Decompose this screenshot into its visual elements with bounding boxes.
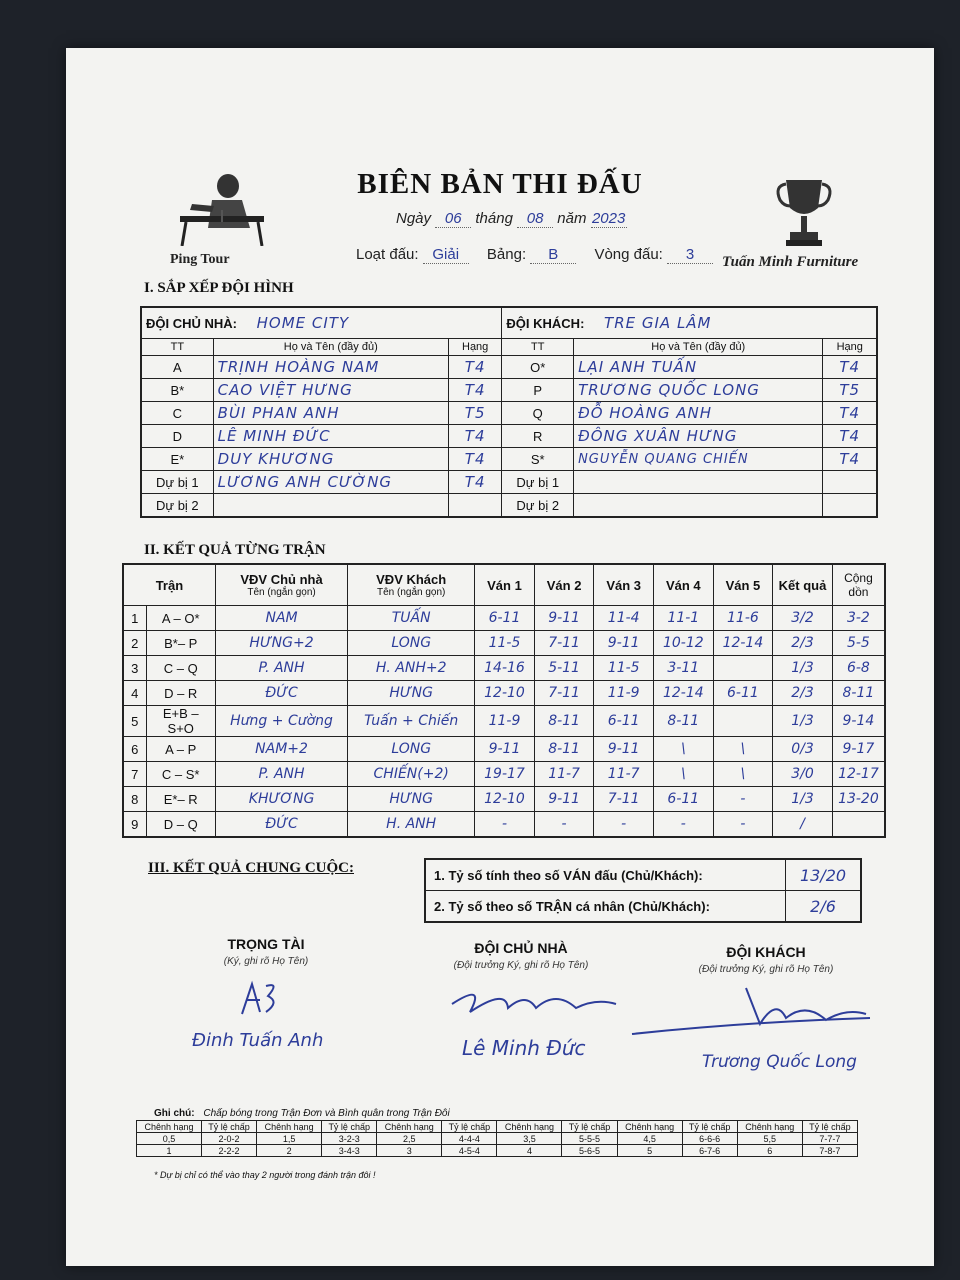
game-3-score: - <box>594 812 654 838</box>
lineup-row <box>141 356 877 379</box>
col-result: Kết quả <box>773 564 833 606</box>
handicap-diff-header: Chênh hạng <box>617 1121 682 1133</box>
score-sheet <box>66 48 934 1266</box>
day-value: 06 <box>435 210 471 228</box>
handicap-cell: 3 <box>377 1145 442 1157</box>
handicap-cell: 6 <box>737 1145 802 1157</box>
home-rank: T4 <box>448 379 502 402</box>
game-3-score: 9-11 <box>594 737 654 762</box>
game-1-score: 9-11 <box>475 737 535 762</box>
game-4-score: 8-11 <box>654 706 714 737</box>
handicap-ratio-header: Tỷ lệ chấp <box>442 1121 497 1133</box>
handicap-cell: 4-5-4 <box>442 1145 497 1157</box>
col-tt: TT <box>141 339 213 356</box>
away-signature <box>626 978 876 1038</box>
home-player: LƯƠNG ANH CƯỜNG <box>213 471 448 494</box>
home-player: KHƯƠNG <box>215 787 347 812</box>
match-result: / <box>773 812 833 838</box>
away-rank: T4 <box>823 356 877 379</box>
result-row <box>123 762 885 787</box>
away-sig-note: (Đội trưởng Ký, ghi rõ Họ Tên) <box>698 964 834 975</box>
match-pair: E*– R <box>146 787 215 812</box>
away-player: ĐÔNG XUÂN HƯNG <box>574 425 823 448</box>
away-player: HƯNG <box>348 787 475 812</box>
away-player: Tuấn + Chiến <box>348 706 475 737</box>
handicap-cell: 1 <box>137 1145 202 1157</box>
away-tt: Dự bị 2 <box>502 494 574 518</box>
game-2-score: 8-11 <box>534 706 594 737</box>
match-pair: A – P <box>146 737 215 762</box>
home-tt: A <box>141 356 213 379</box>
lineup-table <box>140 306 878 518</box>
handicap-ratio-header: Tỷ lệ chấp <box>682 1121 737 1133</box>
group-label: Bảng: <box>486 246 527 263</box>
game-1-score: 14-16 <box>475 656 535 681</box>
result-row <box>123 787 885 812</box>
handicap-cell: 2 <box>257 1145 322 1157</box>
home-tt: B* <box>141 379 213 402</box>
home-signature <box>446 978 626 1028</box>
match-number: 4 <box>123 681 146 706</box>
home-sig-title: ĐỘI CHỦ NHÀ <box>474 940 568 956</box>
away-tt: O* <box>502 356 574 379</box>
match-pair: D – Q <box>146 812 215 838</box>
month-value: 08 <box>517 210 553 228</box>
handicap-cell: 2-0-2 <box>201 1133 256 1145</box>
home-player: NAM+2 <box>215 737 347 762</box>
game-4-score: 12-14 <box>654 681 714 706</box>
away-player: NGUYỄN QUANG CHIẾN <box>574 448 823 471</box>
away-tt: Dự bị 1 <box>502 471 574 494</box>
handicap-ratio-header: Tỷ lệ chấp <box>322 1121 377 1133</box>
home-player: TRỊNH HOÀNG NAM <box>213 356 448 379</box>
game-1-score: 19-17 <box>475 762 535 787</box>
home-tt: Dự bị 2 <box>141 494 213 518</box>
match-result: 2/3 <box>773 681 833 706</box>
game-2-score: 5-11 <box>534 656 594 681</box>
game-4-score: 6-11 <box>654 787 714 812</box>
result-row <box>123 812 885 838</box>
home-player: LÊ MINH ĐỨC <box>213 425 448 448</box>
match-number: 6 <box>123 737 146 762</box>
cumulative-score: 8-11 <box>832 681 885 706</box>
away-team-label: ĐỘI KHÁCH: <box>506 316 585 331</box>
away-player: CHIẾN(+2) <box>348 762 475 787</box>
away-player: TUẤN <box>348 606 475 631</box>
home-player: DUY KHƯƠNG <box>213 448 448 471</box>
handicap-diff-header: Chênh hạng <box>377 1121 442 1133</box>
away-player <box>574 494 823 518</box>
handicap-cell: 1,5 <box>257 1133 322 1145</box>
match-number: 2 <box>123 631 146 656</box>
handicap-table <box>136 1120 858 1157</box>
game-3-score: 6-11 <box>594 706 654 737</box>
col-g1: Ván 1 <box>475 564 535 606</box>
away-player: LONG <box>348 737 475 762</box>
match-number: 5 <box>123 706 146 737</box>
round-value: 3 <box>667 246 713 264</box>
result-row <box>123 737 885 762</box>
col-rank: Hạng <box>448 339 502 356</box>
match-pair: D – R <box>146 681 215 706</box>
away-player: H. ANH <box>348 812 475 838</box>
game-4-score: \ <box>654 737 714 762</box>
lineup-row <box>141 448 877 471</box>
result-row <box>123 656 885 681</box>
handicap-cell: 4,5 <box>617 1133 682 1145</box>
home-tt: E* <box>141 448 213 471</box>
game-2-score: 11-7 <box>534 762 594 787</box>
game-4-score: 11-1 <box>654 606 714 631</box>
notes-label: Ghi chú: <box>154 1108 195 1119</box>
handicap-cell: 3-4-3 <box>322 1145 377 1157</box>
match-pair: B*– P <box>146 631 215 656</box>
result-row <box>123 706 885 737</box>
away-tt: S* <box>502 448 574 471</box>
game-3-score: 9-11 <box>594 631 654 656</box>
away-player: LONG <box>348 631 475 656</box>
cumulative-score: 3-2 <box>832 606 885 631</box>
referee-name: Đinh Tuấn Anh <box>192 1030 324 1051</box>
game-5-score: 12-14 <box>713 631 773 656</box>
page-title: BIÊN BẢN THI ĐẤU <box>357 168 643 200</box>
home-player: NAM <box>215 606 347 631</box>
col-name: Họ và Tên (đầy đủ) <box>574 339 823 356</box>
referee-signature-block <box>166 936 366 967</box>
round-type-label: Loạt đấu: <box>356 246 419 263</box>
away-rank: T4 <box>823 402 877 425</box>
home-tt: C <box>141 402 213 425</box>
home-signature-block <box>416 940 626 971</box>
game-4-score: 3-11 <box>654 656 714 681</box>
away-tt: R <box>502 425 574 448</box>
handicap-ratio-header: Tỷ lệ chấp <box>802 1121 857 1133</box>
col-g4: Ván 4 <box>654 564 714 606</box>
handicap-cell: 2,5 <box>377 1133 442 1145</box>
col-tt: TT <box>502 339 574 356</box>
game-5-score: \ <box>713 737 773 762</box>
handicap-diff-header: Chênh hạng <box>257 1121 322 1133</box>
game-5-score: - <box>713 787 773 812</box>
handicap-cell: 6-6-6 <box>682 1133 737 1145</box>
game-3-score: 11-5 <box>594 656 654 681</box>
handicap-cell: 4-4-4 <box>442 1133 497 1145</box>
home-sig-note: (Đội trưởng Ký, ghi rõ Họ Tên) <box>453 960 589 971</box>
away-team-name: TRE GIA LÂM <box>604 314 712 332</box>
handicap-cell: 5-5-5 <box>562 1133 617 1145</box>
away-player <box>574 471 823 494</box>
col-name: Họ và Tên (đầy đủ) <box>213 339 448 356</box>
cumulative-score: 9-14 <box>832 706 885 737</box>
col-away-sub: Tên (ngắn gọn) <box>376 587 446 598</box>
final-table <box>424 858 862 923</box>
game-5-score: 11-6 <box>713 606 773 631</box>
game-2-score: 8-11 <box>534 737 594 762</box>
home-player: P. ANH <box>215 762 347 787</box>
away-rank <box>823 471 877 494</box>
meta-line <box>356 246 727 264</box>
day-label: Ngày <box>396 210 432 227</box>
result-row <box>123 606 885 631</box>
handicap-cell: 5,5 <box>737 1133 802 1145</box>
match-result: 1/3 <box>773 706 833 737</box>
match-result: 3/0 <box>773 762 833 787</box>
cumulative-score: 13-20 <box>832 787 885 812</box>
game-4-score: 10-12 <box>654 631 714 656</box>
result-row <box>123 681 885 706</box>
game-1-score: 11-5 <box>475 631 535 656</box>
handicap-ratio-header: Tỷ lệ chấp <box>201 1121 256 1133</box>
away-rank: T5 <box>823 379 877 402</box>
away-rank: T4 <box>823 425 877 448</box>
brand-left: Ping Tour <box>170 252 230 267</box>
game-1-score: 6-11 <box>475 606 535 631</box>
game-2-score: - <box>534 812 594 838</box>
col-g3: Ván 3 <box>594 564 654 606</box>
game-5-score: 6-11 <box>713 681 773 706</box>
game-5-score <box>713 656 773 681</box>
game-1-score: 12-10 <box>475 681 535 706</box>
away-player: TRƯƠNG QUỐC LONG <box>574 379 823 402</box>
match-pair: C – Q <box>146 656 215 681</box>
home-rank: T4 <box>448 356 502 379</box>
home-captain-name: Lê Minh Đức <box>462 1036 586 1060</box>
handicap-diff-header: Chênh hạng <box>737 1121 802 1133</box>
brand-right: Tuấn Minh Furniture <box>722 254 859 270</box>
year-value: 2023 <box>591 210 626 227</box>
results-section-title: II. KẾT QUẢ TỪNG TRẬN <box>144 542 326 558</box>
game-4-score: \ <box>654 762 714 787</box>
month-label: tháng <box>475 210 513 227</box>
game-3-score: 11-9 <box>594 681 654 706</box>
col-g2: Ván 2 <box>534 564 594 606</box>
handicap-cell: 7-7-7 <box>802 1133 857 1145</box>
final-matches-value: 2/6 <box>786 891 862 923</box>
away-rank: T4 <box>823 448 877 471</box>
away-rank <box>823 494 877 518</box>
home-tt: Dự bị 1 <box>141 471 213 494</box>
results-table <box>122 563 886 838</box>
match-result: 0/3 <box>773 737 833 762</box>
game-1-score: 12-10 <box>475 787 535 812</box>
match-pair: C – S* <box>146 762 215 787</box>
handicap-cell: 4 <box>497 1145 562 1157</box>
away-player: H. ANH+2 <box>348 656 475 681</box>
notes-header <box>154 1108 450 1119</box>
referee-title: TRỌNG TÀI <box>227 936 305 952</box>
lineup-row <box>141 425 877 448</box>
away-captain-name: Trương Quốc Long <box>702 1052 857 1072</box>
game-1-score: 11-9 <box>475 706 535 737</box>
game-2-score: 7-11 <box>534 631 594 656</box>
game-2-score: 9-11 <box>534 606 594 631</box>
home-rank: T4 <box>448 471 502 494</box>
col-home <box>215 564 347 606</box>
col-away-label: VĐV Khách <box>376 572 447 587</box>
home-player: ĐỨC <box>215 812 347 838</box>
home-rank <box>448 494 502 518</box>
final-section-title: III. KẾT QUẢ CHUNG CUỘC: <box>148 860 354 876</box>
away-sig-title: ĐỘI KHÁCH <box>726 944 806 960</box>
handicap-diff-header: Chênh hạng <box>497 1121 562 1133</box>
footnote: * Dự bị chỉ có thể vào thay 2 người trong đánh trận đôi ! <box>154 1170 376 1180</box>
notes-text: Chấp bóng trong Trận Đơn và Bình quân trong Trận Đôi <box>203 1108 450 1119</box>
group-value: B <box>530 246 576 264</box>
game-5-score: \ <box>713 762 773 787</box>
match-number: 3 <box>123 656 146 681</box>
cumulative-score: 12-17 <box>832 762 885 787</box>
home-player: HƯNG+2 <box>215 631 347 656</box>
cumulative-score: 9-17 <box>832 737 885 762</box>
handicap-cell: 3,5 <box>497 1133 562 1145</box>
match-number: 1 <box>123 606 146 631</box>
match-pair: A – O* <box>146 606 215 631</box>
date-line <box>396 210 627 228</box>
handicap-cell: 3-2-3 <box>322 1133 377 1145</box>
home-player: CAO VIỆT HƯNG <box>213 379 448 402</box>
game-3-score: 11-4 <box>594 606 654 631</box>
cumulative-score <box>832 812 885 838</box>
col-home-sub: Tên (ngắn gọn) <box>247 587 316 598</box>
col-away <box>348 564 475 606</box>
handicap-cell: 2-2-2 <box>201 1145 256 1157</box>
lineup-section-title: I. SẮP XẾP ĐỘI HÌNH <box>144 280 294 296</box>
match-number: 7 <box>123 762 146 787</box>
home-player: ĐỨC <box>215 681 347 706</box>
game-5-score: - <box>713 812 773 838</box>
away-player: LẠI ANH TUẤN <box>574 356 823 379</box>
away-tt: P <box>502 379 574 402</box>
handicap-diff-header: Chênh hạng <box>137 1121 202 1133</box>
lineup-row <box>141 471 877 494</box>
home-player <box>213 494 448 518</box>
col-g5: Ván 5 <box>713 564 773 606</box>
cumulative-score: 5-5 <box>832 631 885 656</box>
home-rank: T4 <box>448 448 502 471</box>
away-signature-block <box>666 944 866 975</box>
match-number: 8 <box>123 787 146 812</box>
game-3-score: 7-11 <box>594 787 654 812</box>
cumulative-score: 6-8 <box>832 656 885 681</box>
col-match: Trận <box>123 564 215 606</box>
round-label: Vòng đấu: <box>594 246 663 263</box>
home-rank: T5 <box>448 402 502 425</box>
game-3-score: 11-7 <box>594 762 654 787</box>
away-tt: Q <box>502 402 574 425</box>
game-4-score: - <box>654 812 714 838</box>
home-team-name: HOME CITY <box>256 314 350 332</box>
col-rank: Hạng <box>823 339 877 356</box>
home-player: BÙI PHAN ANH <box>213 402 448 425</box>
final-games-label: 1. Tỷ số tính theo số VÁN đấu (Chủ/Khách): <box>425 859 786 891</box>
game-1-score: - <box>475 812 535 838</box>
match-result: 2/3 <box>773 631 833 656</box>
col-cumulative: Cộng dồn <box>832 564 885 606</box>
result-row <box>123 631 885 656</box>
match-result: 1/3 <box>773 787 833 812</box>
match-result: 3/2 <box>773 606 833 631</box>
match-pair: E+B – S+O <box>146 706 215 737</box>
home-player: P. ANH <box>215 656 347 681</box>
match-number: 9 <box>123 812 146 838</box>
referee-note: (Ký, ghi rõ Họ Tên) <box>223 956 309 967</box>
away-player: ĐỖ HOÀNG ANH <box>574 402 823 425</box>
handicap-cell: 5 <box>617 1145 682 1157</box>
col-home-label: VĐV Chủ nhà <box>240 572 323 587</box>
final-games-value: 13/20 <box>786 859 862 891</box>
referee-signature <box>236 978 286 1018</box>
lineup-row <box>141 494 877 518</box>
match-result: 1/3 <box>773 656 833 681</box>
handicap-cell: 7-8-7 <box>802 1145 857 1157</box>
away-player: HƯNG <box>348 681 475 706</box>
home-player: Hưng + Cường <box>215 706 347 737</box>
game-5-score <box>713 706 773 737</box>
year-label: năm <box>557 210 587 227</box>
handicap-ratio-header: Tỷ lệ chấp <box>562 1121 617 1133</box>
handicap-cell: 6-7-6 <box>682 1145 737 1157</box>
lineup-row <box>141 402 877 425</box>
handicap-cell: 0,5 <box>137 1133 202 1145</box>
home-tt: D <box>141 425 213 448</box>
home-rank: T4 <box>448 425 502 448</box>
handicap-cell: 5-6-5 <box>562 1145 617 1157</box>
lineup-row <box>141 379 877 402</box>
round-type-value: Giải <box>423 246 469 264</box>
home-team-label: ĐỘI CHỦ NHÀ: <box>146 316 237 331</box>
final-matches-label: 2. Tỷ số theo số TRẬN cá nhân (Chủ/Khách): <box>425 891 786 923</box>
game-2-score: 7-11 <box>534 681 594 706</box>
game-2-score: 9-11 <box>534 787 594 812</box>
